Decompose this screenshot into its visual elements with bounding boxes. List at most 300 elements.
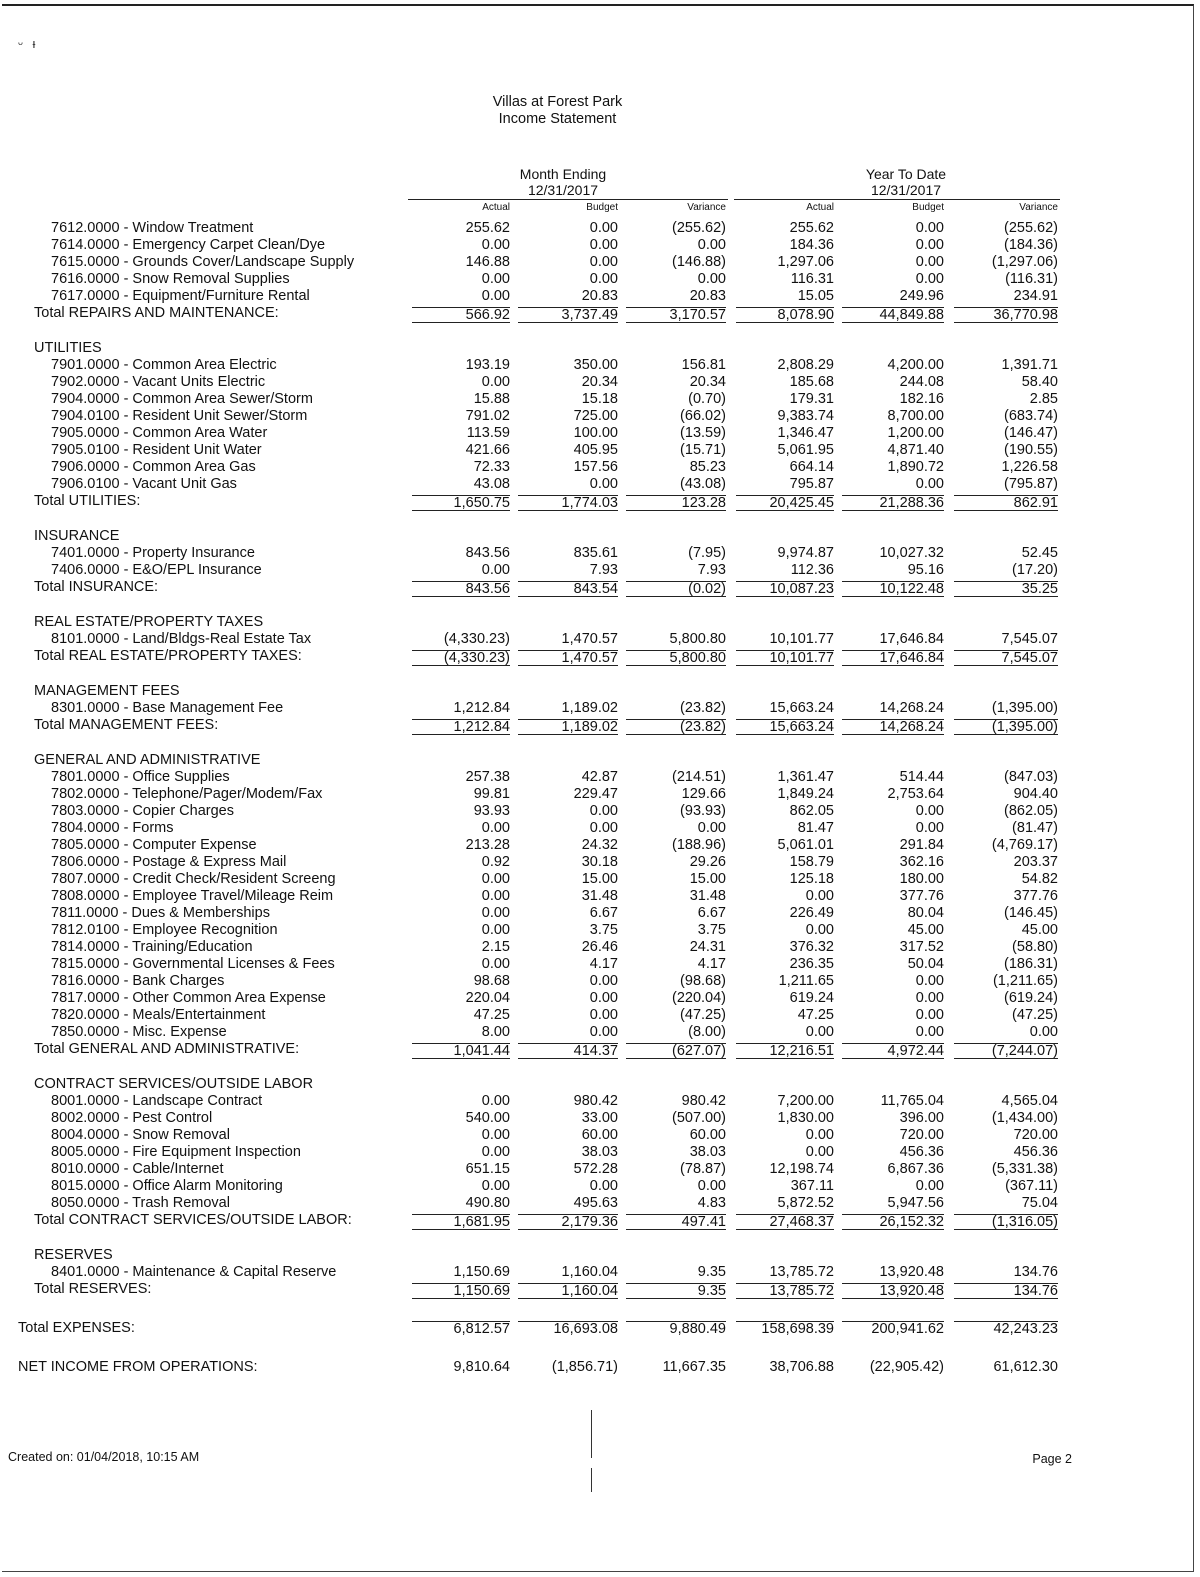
cell-ytd-actual: 5,872.52	[777, 1195, 834, 1211]
cell-ytd-budget: 45.00	[907, 922, 944, 938]
cell-month-variance: (0.02)	[626, 581, 726, 597]
cell-month-actual: 113.59	[466, 425, 510, 441]
cell-month-variance: (507.00)	[671, 1110, 726, 1126]
line-item-row	[0, 254, 1200, 271]
cell-month-budget: 1,774.03	[518, 495, 618, 511]
cell-ytd-budget: 514.44	[899, 769, 944, 785]
row-spacer	[0, 596, 1200, 614]
cell-ytd-actual: 0.00	[805, 1024, 834, 1040]
cell-ytd-variance: 7,545.07	[1001, 631, 1058, 647]
row-label: 7904.0000 - Common Area Sewer/Storm	[51, 391, 313, 407]
cell-ytd-variance: (1,211.65)	[992, 973, 1058, 989]
row-label: 7804.0000 - Forms	[51, 820, 174, 836]
cell-ytd-budget: (22,905.42)	[869, 1359, 944, 1375]
cell-ytd-variance: 61,612.30	[993, 1359, 1058, 1375]
cell-ytd-actual: 116.31	[790, 271, 834, 287]
cell-month-budget: 835.61	[573, 545, 618, 561]
row-label: 7906.0000 - Common Area Gas	[51, 459, 256, 475]
cell-ytd-variance: (17.20)	[1012, 562, 1058, 578]
cell-ytd-actual: 0.00	[805, 1127, 834, 1143]
cell-ytd-actual: 15,663.24	[769, 700, 834, 716]
cell-ytd-variance: (81.47)	[1012, 820, 1058, 836]
cell-ytd-variance: (619.24)	[1003, 990, 1058, 1006]
cell-month-variance: (146.88)	[671, 254, 726, 270]
cell-month-actual: 566.92	[412, 307, 510, 323]
cell-ytd-budget: 317.52	[899, 939, 944, 955]
row-label: 8001.0000 - Landscape Contract	[51, 1093, 263, 1109]
cell-month-actual: 843.56	[465, 545, 510, 561]
cell-ytd-budget: 180.00	[899, 871, 944, 887]
cell-ytd-actual: 0.00	[805, 1144, 834, 1160]
cell-ytd-variance: 720.00	[1013, 1127, 1058, 1143]
cell-ytd-budget: 13,920.48	[879, 1264, 944, 1280]
cell-month-variance: (66.02)	[680, 408, 726, 424]
page-number: Page 2	[1032, 1452, 1072, 1466]
col-header-ytd-budget: Budget	[912, 202, 944, 213]
cell-ytd-variance: 203.37	[1013, 854, 1058, 870]
cell-ytd-variance: (1,395.00)	[991, 700, 1058, 716]
line-item-row	[0, 973, 1200, 990]
cell-month-actual: 843.56	[412, 581, 510, 597]
cell-month-budget: 0.00	[589, 820, 618, 836]
cell-month-budget: 1,189.02	[561, 700, 618, 716]
line-item-row	[0, 990, 1200, 1007]
cell-month-variance: 980.42	[681, 1093, 726, 1109]
scan-marks: ᵕ ᵼ	[18, 36, 39, 51]
cell-month-actual: 146.88	[465, 254, 510, 270]
row-label: 7808.0000 - Employee Travel/Mileage Reim	[51, 888, 334, 904]
cell-ytd-variance: 36,770.98	[954, 307, 1058, 323]
cell-month-variance: 9,880.49	[626, 1321, 726, 1337]
cell-ytd-budget: 10,027.32	[879, 545, 944, 561]
cell-month-budget: 350.00	[573, 357, 618, 373]
cell-month-budget: 0.00	[589, 220, 618, 236]
section-header-row	[0, 614, 1200, 631]
line-item-row	[0, 237, 1200, 254]
cell-month-variance: (43.08)	[680, 476, 726, 492]
cell-month-variance: (15.71)	[680, 442, 726, 458]
cell-month-budget: 1,160.04	[518, 1283, 618, 1299]
cell-month-actual: 220.04	[465, 990, 510, 1006]
cell-ytd-budget: 50.04	[907, 956, 944, 972]
line-item-row	[0, 1264, 1200, 1281]
col-header-ytd-variance: Variance	[1019, 202, 1058, 213]
cell-ytd-variance: (47.25)	[1012, 1007, 1058, 1023]
row-label: Total MANAGEMENT FEES:	[34, 717, 219, 733]
section-total-row	[0, 1212, 1200, 1229]
cell-month-actual: 1,681.95	[412, 1214, 510, 1230]
cell-ytd-actual: 179.31	[789, 391, 834, 407]
cell-month-variance: (7.95)	[688, 545, 726, 561]
row-label: 8401.0000 - Maintenance & Capital Reserve	[51, 1264, 337, 1280]
cell-ytd-variance: (146.45)	[1003, 905, 1058, 921]
line-item-row	[0, 700, 1200, 717]
cell-month-actual: 6,812.57	[412, 1321, 510, 1337]
row-label: 7805.0000 - Computer Expense	[51, 837, 257, 853]
cell-month-variance: 129.66	[681, 786, 726, 802]
cell-ytd-actual: 367.11	[790, 1178, 834, 1194]
row-label: 8004.0000 - Snow Removal	[51, 1127, 230, 1143]
cell-month-actual: 15.88	[473, 391, 510, 407]
cell-ytd-variance: 1,391.71	[1001, 357, 1058, 373]
cell-month-budget: 60.00	[581, 1127, 618, 1143]
section-header-row	[0, 683, 1200, 700]
cell-ytd-budget: 0.00	[915, 237, 944, 253]
cell-month-actual: 47.25	[473, 1007, 510, 1023]
cell-month-budget: 42.87	[581, 769, 618, 785]
line-item-row	[0, 803, 1200, 820]
cell-month-budget: 15.00	[581, 871, 618, 887]
col-header-month-variance: Variance	[687, 202, 726, 213]
cell-ytd-actual: 9,383.74	[777, 408, 834, 424]
cell-ytd-budget: 4,972.44	[842, 1043, 944, 1059]
cell-ytd-variance: 2.85	[1029, 391, 1058, 407]
row-label: UTILITIES	[34, 340, 102, 356]
cell-month-variance: 4.83	[697, 1195, 726, 1211]
cell-month-actual: 1,650.75	[412, 495, 510, 511]
cell-ytd-budget: 11,765.04	[880, 1093, 944, 1109]
cell-ytd-variance: (7,244.07)	[954, 1043, 1058, 1059]
cell-month-variance: (8.00)	[688, 1024, 726, 1040]
cell-ytd-budget: 80.04	[907, 905, 944, 921]
col-header-ytd-actual: Actual	[806, 202, 834, 213]
cell-month-variance: (255.62)	[671, 220, 726, 236]
cell-ytd-actual: 862.05	[789, 803, 834, 819]
cell-ytd-variance: (186.31)	[1003, 956, 1058, 972]
cell-month-variance: 3.75	[697, 922, 726, 938]
row-label: 7401.0000 - Property Insurance	[51, 545, 255, 561]
period-label: Year To Date	[865, 166, 947, 182]
cell-ytd-actual: 226.49	[789, 905, 834, 921]
scan-binding-mark	[591, 1468, 592, 1492]
cell-ytd-variance: 904.40	[1013, 786, 1058, 802]
cell-month-actual: 0.00	[481, 288, 510, 304]
row-label: REAL ESTATE/PROPERTY TAXES	[34, 614, 264, 630]
section-total-row	[0, 579, 1200, 596]
cell-month-variance: 24.31	[689, 939, 726, 955]
cell-month-variance: (0.70)	[688, 391, 726, 407]
cell-month-actual: 213.28	[465, 837, 510, 853]
cell-ytd-actual: 47.25	[797, 1007, 834, 1023]
cell-month-variance: (78.87)	[680, 1161, 726, 1177]
cell-ytd-budget: 5,947.56	[887, 1195, 944, 1211]
cell-month-variance: 9.35	[626, 1283, 726, 1299]
cell-month-budget: 1,160.04	[561, 1264, 618, 1280]
cell-month-variance: 60.00	[689, 1127, 726, 1143]
line-item-row	[0, 425, 1200, 442]
cell-month-variance: 6.67	[697, 905, 726, 921]
row-spacer	[0, 734, 1200, 752]
section-total-row	[0, 1281, 1200, 1298]
cell-ytd-actual: 81.47	[797, 820, 834, 836]
cell-ytd-budget: 0.00	[915, 271, 944, 287]
line-item-row	[0, 871, 1200, 888]
section-header-row	[0, 1247, 1200, 1264]
report-name: Income Statement	[498, 111, 617, 127]
cell-ytd-budget: 17,646.84	[842, 650, 944, 666]
row-label: 7612.0000 - Window Treatment	[51, 220, 254, 236]
row-label: CONTRACT SERVICES/OUTSIDE LABOR	[34, 1076, 314, 1092]
line-item-row	[0, 545, 1200, 562]
cell-month-actual: 0.00	[481, 562, 510, 578]
row-label: 7906.0100 - Vacant Unit Gas	[51, 476, 237, 492]
line-item-row	[0, 459, 1200, 476]
cell-month-actual: 1,150.69	[412, 1283, 510, 1299]
cell-month-budget: 157.56	[573, 459, 618, 475]
cell-ytd-budget: 249.96	[899, 288, 944, 304]
row-label: 7811.0000 - Dues & Memberships	[51, 905, 270, 921]
row-label: 7904.0100 - Resident Unit Sewer/Storm	[51, 408, 308, 424]
cell-ytd-variance: (184.36)	[1003, 237, 1058, 253]
income-statement-table	[0, 220, 1200, 1376]
cell-ytd-variance: 58.40	[1021, 374, 1058, 390]
cell-month-actual: 0.00	[481, 905, 510, 921]
cell-ytd-budget: 17,646.84	[879, 631, 944, 647]
cell-ytd-budget: 0.00	[915, 1007, 944, 1023]
cell-ytd-actual: 12,198.74	[769, 1161, 834, 1177]
row-spacer	[0, 1298, 1200, 1320]
cell-month-budget: 0.00	[589, 476, 618, 492]
cell-ytd-variance: (683.74)	[1003, 408, 1058, 424]
period-header-ytd	[806, 166, 1006, 198]
row-label: RESERVES	[34, 1247, 113, 1263]
section-header-row	[0, 340, 1200, 357]
cell-month-actual: 1,041.44	[412, 1043, 510, 1059]
cell-ytd-variance: (146.47)	[1003, 425, 1058, 441]
cell-month-actual: 93.93	[473, 803, 510, 819]
cell-month-budget: 0.00	[589, 237, 618, 253]
cell-ytd-actual: 1,849.24	[777, 786, 834, 802]
cell-ytd-variance: 134.76	[1013, 1264, 1058, 1280]
cell-month-budget: 31.48	[581, 888, 618, 904]
cell-ytd-variance: 4,565.04	[1001, 1093, 1058, 1109]
cell-ytd-variance: (795.87)	[1003, 476, 1058, 492]
cell-ytd-variance: 1,226.58	[1001, 459, 1058, 475]
line-item-row	[0, 442, 1200, 459]
cell-ytd-variance: 35.25	[954, 581, 1058, 597]
cell-ytd-budget: 362.16	[899, 854, 944, 870]
cell-month-budget: 30.18	[581, 854, 618, 870]
grand-total-row	[0, 1359, 1200, 1376]
cell-month-budget: 0.00	[589, 990, 618, 1006]
row-label: 7615.0000 - Grounds Cover/Landscape Supply	[51, 254, 355, 270]
line-item-row	[0, 1024, 1200, 1041]
cell-month-variance: 15.00	[689, 871, 726, 887]
line-item-row	[0, 888, 1200, 905]
cell-month-actual: 193.19	[465, 357, 510, 373]
cell-month-budget: 0.00	[589, 271, 618, 287]
section-total-row	[0, 305, 1200, 322]
row-label: 8050.0000 - Trash Removal	[51, 1195, 230, 1211]
row-label: Total EXPENSES:	[18, 1320, 135, 1336]
cell-ytd-variance: (116.31)	[1005, 271, 1058, 287]
cell-month-actual: 0.00	[481, 271, 510, 287]
cell-ytd-actual: 0.00	[805, 922, 834, 938]
cell-ytd-actual: 10,101.77	[736, 650, 834, 666]
line-item-row	[0, 854, 1200, 871]
cell-ytd-actual: 255.62	[789, 220, 834, 236]
row-label: Total CONTRACT SERVICES/OUTSIDE LABOR:	[34, 1212, 352, 1228]
row-label: 7901.0000 - Common Area Electric	[51, 357, 277, 373]
cell-month-actual: 43.08	[473, 476, 510, 492]
cell-month-budget: 0.00	[589, 1178, 618, 1194]
row-spacer	[0, 510, 1200, 528]
cell-ytd-actual: 13,785.72	[736, 1283, 834, 1299]
cell-month-actual: 0.00	[481, 374, 510, 390]
line-item-row	[0, 1161, 1200, 1178]
cell-ytd-budget: 8,700.00	[887, 408, 944, 424]
line-item-row	[0, 408, 1200, 425]
cell-ytd-budget: 14,268.24	[879, 700, 944, 716]
cell-ytd-budget: 0.00	[915, 1178, 944, 1194]
cell-ytd-actual: 12,216.51	[736, 1043, 834, 1059]
cell-month-actual: 0.00	[481, 237, 510, 253]
row-spacer	[0, 1058, 1200, 1076]
row-label: 7616.0000 - Snow Removal Supplies	[51, 271, 290, 287]
section-total-row	[0, 1041, 1200, 1058]
cell-month-budget: 725.00	[573, 408, 618, 424]
section-header-row	[0, 1076, 1200, 1093]
cell-ytd-budget: 21,288.36	[842, 495, 944, 511]
cell-ytd-actual: 184.36	[789, 237, 834, 253]
cell-ytd-actual: 9,974.87	[777, 545, 834, 561]
cell-ytd-variance: (1,316.05)	[954, 1214, 1058, 1230]
cell-ytd-actual: 619.24	[789, 990, 834, 1006]
row-label: 7905.0100 - Resident Unit Water	[51, 442, 262, 458]
grand-total-row	[0, 1320, 1200, 1337]
cell-month-actual: 0.00	[481, 888, 510, 904]
cell-ytd-variance: (847.03)	[1003, 769, 1058, 785]
cell-ytd-actual: 795.87	[789, 476, 834, 492]
cell-month-actual: 421.66	[465, 442, 510, 458]
cell-month-budget: 0.00	[589, 1007, 618, 1023]
cell-ytd-actual: 10,087.23	[736, 581, 834, 597]
cell-ytd-actual: 5,061.95	[777, 442, 834, 458]
cell-month-variance: 85.23	[689, 459, 726, 475]
cell-month-variance: 5,800.80	[669, 631, 726, 647]
cell-ytd-actual: 1,211.65	[778, 973, 834, 989]
cell-ytd-budget: 14,268.24	[842, 719, 944, 735]
cell-ytd-actual: 38,706.88	[769, 1359, 834, 1375]
cell-month-actual: 490.80	[465, 1195, 510, 1211]
cell-month-budget: (1,856.71)	[551, 1359, 618, 1375]
cell-month-budget: 1,189.02	[518, 719, 618, 735]
cell-ytd-variance: 45.00	[1021, 922, 1058, 938]
cell-month-actual: 0.00	[481, 871, 510, 887]
cell-month-budget: 15.18	[581, 391, 618, 407]
cell-ytd-actual: 1,346.47	[777, 425, 834, 441]
row-label: 7850.0000 - Misc. Expense	[51, 1024, 227, 1040]
cell-ytd-variance: (255.62)	[1003, 220, 1058, 236]
cell-month-variance: 0.00	[697, 237, 726, 253]
cell-ytd-actual: 13,785.72	[769, 1264, 834, 1280]
cell-month-variance: (13.59)	[680, 425, 726, 441]
cell-month-variance: (23.82)	[626, 719, 726, 735]
row-label: GENERAL AND ADMINISTRATIVE	[34, 752, 261, 768]
cell-month-actual: 98.68	[473, 973, 510, 989]
line-item-row	[0, 939, 1200, 956]
cell-month-budget: 2,179.36	[518, 1214, 618, 1230]
cell-ytd-variance: (1,395.00)	[954, 719, 1058, 735]
line-item-row	[0, 374, 1200, 391]
cell-ytd-variance: 54.82	[1021, 871, 1058, 887]
cell-ytd-actual: 125.18	[789, 871, 834, 887]
cell-month-variance: 31.48	[689, 888, 726, 904]
cell-ytd-budget: 377.76	[899, 888, 944, 904]
row-label: Total UTILITIES:	[34, 493, 141, 509]
row-label: 8301.0000 - Base Management Fee	[51, 700, 284, 716]
line-item-row	[0, 956, 1200, 973]
row-label: INSURANCE	[34, 528, 120, 544]
cell-month-actual: 99.81	[473, 786, 510, 802]
cell-ytd-budget: 0.00	[915, 973, 944, 989]
cell-month-actual: 0.00	[481, 1178, 510, 1194]
row-label: 7820.0000 - Meals/Entertainment	[51, 1007, 266, 1023]
row-label: 8005.0000 - Fire Equipment Inspection	[51, 1144, 301, 1160]
cell-ytd-budget: 182.16	[899, 391, 944, 407]
cell-ytd-variance: (4,769.17)	[991, 837, 1058, 853]
row-label: 7806.0000 - Postage & Express Mail	[51, 854, 287, 870]
row-label: 7817.0000 - Other Common Area Expense	[51, 990, 326, 1006]
cell-ytd-budget: 2,753.64	[887, 786, 944, 802]
row-label: Total REPAIRS AND MAINTENANCE:	[34, 305, 279, 321]
cell-ytd-budget: 0.00	[915, 990, 944, 1006]
cell-month-variance: 3,170.57	[626, 307, 726, 323]
line-item-row	[0, 1110, 1200, 1127]
cell-month-budget: 38.03	[581, 1144, 618, 1160]
cell-month-actual: 0.00	[481, 1144, 510, 1160]
row-label: 7801.0000 - Office Supplies	[51, 769, 230, 785]
cell-month-budget: 16,693.08	[518, 1321, 618, 1337]
cell-ytd-variance: (1,297.06)	[991, 254, 1058, 270]
cell-month-variance: (214.51)	[671, 769, 726, 785]
cell-ytd-variance: (190.55)	[1003, 442, 1058, 458]
cell-month-budget: 24.32	[581, 837, 618, 853]
cell-ytd-actual: 5,061.01	[777, 837, 834, 853]
cell-ytd-actual: 1,297.06	[777, 254, 834, 270]
cell-month-actual: 0.92	[481, 854, 510, 870]
section-total-row	[0, 648, 1200, 665]
cell-ytd-budget: 44,849.88	[842, 307, 944, 323]
cell-ytd-budget: 1,200.00	[887, 425, 944, 441]
cell-month-budget: 6.67	[589, 905, 618, 921]
company-name: Villas at Forest Park	[492, 94, 623, 110]
cell-month-actual: 1,212.84	[453, 700, 510, 716]
row-label: 7905.0000 - Common Area Water	[51, 425, 268, 441]
cell-month-budget: 405.95	[573, 442, 618, 458]
cell-ytd-actual: 2,808.29	[777, 357, 834, 373]
cell-month-variance: 11,667.35	[662, 1359, 726, 1375]
cell-month-variance: 7.93	[697, 562, 726, 578]
row-label: Total INSURANCE:	[34, 579, 159, 595]
cell-month-variance: 4.17	[697, 956, 726, 972]
cell-month-actual: 791.02	[465, 408, 510, 424]
line-item-row	[0, 1178, 1200, 1195]
cell-month-budget: 4.17	[589, 956, 618, 972]
cell-month-budget: 980.42	[573, 1093, 618, 1109]
cell-month-actual: (4,330.23)	[412, 650, 510, 666]
period-label: Month Ending	[519, 166, 607, 182]
cell-ytd-actual: 376.32	[789, 939, 834, 955]
cell-ytd-budget: 10,122.48	[842, 581, 944, 597]
cell-month-actual: 540.00	[465, 1110, 510, 1126]
cell-month-budget: 33.00	[581, 1110, 618, 1126]
line-item-row	[0, 922, 1200, 939]
cell-month-actual: (4,330.23)	[443, 631, 510, 647]
cell-ytd-variance: 42,243.23	[954, 1321, 1058, 1337]
cell-ytd-actual: 236.35	[789, 956, 834, 972]
cell-month-variance: 497.41	[626, 1214, 726, 1230]
